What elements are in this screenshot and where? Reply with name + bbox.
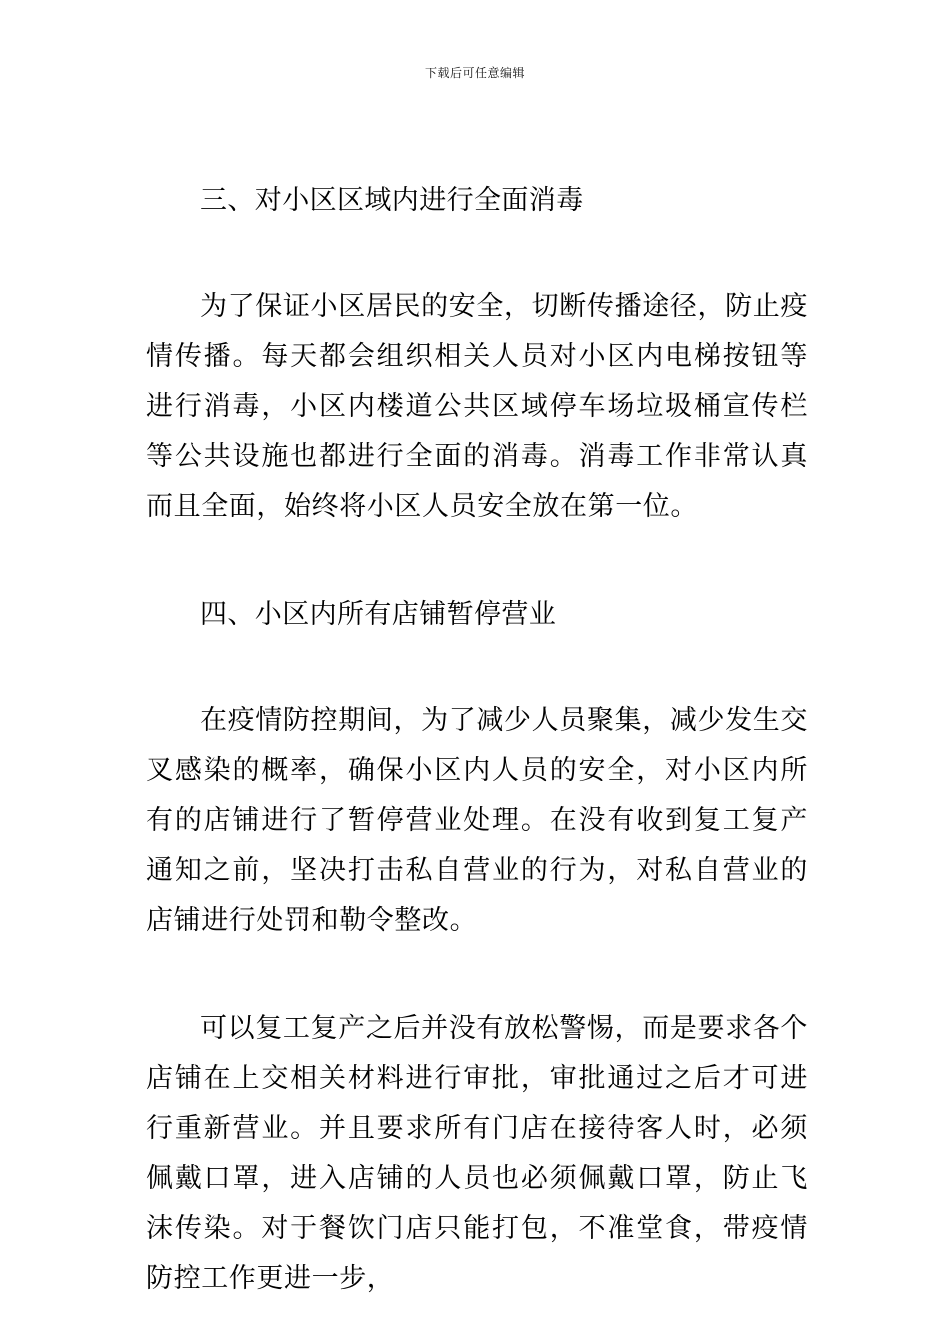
- paragraph-reopening-rules: 可以复工复产之后并没有放松警惕，而是要求各个店铺在上交相关材料进行审批，审批通过之后才可进行重新营业。并且要求所有门店在接待客人时，必须佩戴口罩，进入店铺的人员也必须佩戴口罩，防止飞沫传染。对于餐饮门店只能打包，不准堂食，带疫情防控工作更进一步，: [146, 1013, 808, 1294]
- paragraph-disinfection: 为了保证小区居民的安全，切断传播途径，防止疫情传播。每天都会组织相关人员对小区内电梯按钮等进行消毒，小区内楼道公共区域停车场垃圾桶宣传栏等公共设施也都进行全面的消毒。消毒工作非常认真而且全面，始终将小区人员安全放在第一位。: [146, 291, 808, 522]
- paragraph-store-suspension: 在疫情防控期间，为了减少人员聚集，减少发生交叉感染的概率，确保小区内人员的安全，对小区内所有的店铺进行了暂停营业处理。在没有收到复工复产通知之前，坚决打击私自营业的行为，对私自营业的店铺进行处罚和勒令整改。: [146, 705, 808, 936]
- document-body: [146, 176, 808, 1304]
- section-heading-3: 三、对小区区域内进行全面消毒: [200, 185, 584, 216]
- header-note: 下载后可任意编辑: [424, 66, 525, 80]
- section-heading-4: 四、小区内所有店铺暂停营业: [200, 599, 557, 630]
